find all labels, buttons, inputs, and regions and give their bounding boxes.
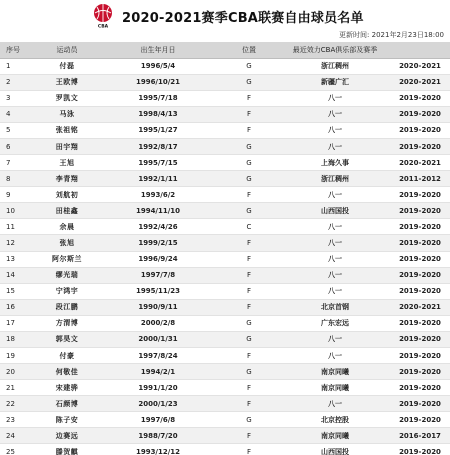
update-time bbox=[339, 30, 444, 40]
cell-player-name: 宋建骅 bbox=[36, 380, 98, 396]
cell-season: 2019-2020 bbox=[390, 412, 450, 428]
table-row bbox=[0, 171, 450, 187]
table-row bbox=[0, 74, 450, 90]
cell-index: 25 bbox=[0, 444, 36, 455]
cell-season: 2019-2020 bbox=[390, 267, 450, 283]
cell-index: 16 bbox=[0, 299, 36, 315]
cell-birth-date: 1999/2/15 bbox=[98, 235, 218, 251]
cell-season: 2019-2020 bbox=[390, 347, 450, 363]
cell-birth-date: 2000/1/23 bbox=[98, 396, 218, 412]
cell-player-name: 郭昊文 bbox=[36, 331, 98, 347]
cell-player-name: 付豪 bbox=[36, 347, 98, 363]
cell-season: 2019-2020 bbox=[390, 90, 450, 106]
cell-position: G bbox=[218, 155, 280, 171]
col-header-player: 运动员 bbox=[36, 42, 98, 58]
cell-position: G bbox=[218, 364, 280, 380]
table-row bbox=[0, 380, 450, 396]
table-row bbox=[0, 251, 450, 267]
table-row bbox=[0, 90, 450, 106]
cell-player-name: 田桂鑫 bbox=[36, 203, 98, 219]
cell-birth-date: 2000/2/8 bbox=[98, 315, 218, 331]
cell-birth-date: 1995/7/18 bbox=[98, 90, 218, 106]
cell-club: 南京同曦 bbox=[280, 380, 390, 396]
cell-index: 4 bbox=[0, 106, 36, 122]
cell-club: 八一 bbox=[280, 347, 390, 363]
cell-season: 2019-2020 bbox=[390, 364, 450, 380]
table-row bbox=[0, 219, 450, 235]
cell-season: 2019-2020 bbox=[390, 106, 450, 122]
cell-player-name: 田宇翔 bbox=[36, 138, 98, 154]
cell-birth-date: 1992/1/11 bbox=[98, 171, 218, 187]
table-row bbox=[0, 364, 450, 380]
table-row bbox=[0, 138, 450, 154]
cell-birth-date: 1988/7/20 bbox=[98, 428, 218, 444]
col-header-index: 序号 bbox=[0, 42, 36, 58]
cell-season: 2019-2020 bbox=[390, 380, 450, 396]
cba-logo-icon bbox=[90, 2, 116, 28]
cell-position: F bbox=[218, 267, 280, 283]
cell-position: F bbox=[218, 428, 280, 444]
cell-index: 6 bbox=[0, 138, 36, 154]
cell-birth-date: 1997/6/8 bbox=[98, 412, 218, 428]
cell-season: 2019-2020 bbox=[390, 315, 450, 331]
table-header-row bbox=[0, 42, 450, 58]
cell-birth-date: 1995/11/23 bbox=[98, 283, 218, 299]
cell-index: 13 bbox=[0, 251, 36, 267]
cell-birth-date: 1996/10/21 bbox=[98, 74, 218, 90]
table-row bbox=[0, 267, 450, 283]
cell-club: 广东宏远 bbox=[280, 315, 390, 331]
cell-birth-date: 1993/12/12 bbox=[98, 444, 218, 455]
cell-season: 2019-2020 bbox=[390, 235, 450, 251]
table-row bbox=[0, 412, 450, 428]
cell-birth-date: 1996/9/24 bbox=[98, 251, 218, 267]
cell-club: 南京同曦 bbox=[280, 364, 390, 380]
cell-birth-date: 1990/9/11 bbox=[98, 299, 218, 315]
cell-player-name: 刘航初 bbox=[36, 187, 98, 203]
cell-player-name: 阿尔斯兰 bbox=[36, 251, 98, 267]
cell-player-name: 罗凯文 bbox=[36, 90, 98, 106]
cell-club: 山西国投 bbox=[280, 444, 390, 455]
table-row bbox=[0, 58, 450, 74]
cell-birth-date: 1995/7/15 bbox=[98, 155, 218, 171]
cell-position: F bbox=[218, 187, 280, 203]
table-row bbox=[0, 187, 450, 203]
cell-birth-date: 1998/4/13 bbox=[98, 106, 218, 122]
cell-birth-date: 1993/6/2 bbox=[98, 187, 218, 203]
cell-club: 八一 bbox=[280, 219, 390, 235]
table-row bbox=[0, 428, 450, 444]
cell-player-name: 张旭 bbox=[36, 235, 98, 251]
table-row bbox=[0, 283, 450, 299]
table-row bbox=[0, 444, 450, 455]
cell-birth-date: 2000/1/31 bbox=[98, 331, 218, 347]
cell-season: 2016-2017 bbox=[390, 428, 450, 444]
cell-index: 8 bbox=[0, 171, 36, 187]
cell-club: 八一 bbox=[280, 396, 390, 412]
table-row bbox=[0, 203, 450, 219]
cell-season: 2019-2020 bbox=[390, 396, 450, 412]
cell-position: G bbox=[218, 74, 280, 90]
table-row bbox=[0, 155, 450, 171]
cell-season: 2020-2021 bbox=[390, 299, 450, 315]
table-row bbox=[0, 315, 450, 331]
cell-index: 17 bbox=[0, 315, 36, 331]
cell-position: F bbox=[218, 380, 280, 396]
free-agent-table bbox=[0, 42, 450, 455]
cell-index: 18 bbox=[0, 331, 36, 347]
col-header-club: 最近效力CBA俱乐部及赛季 bbox=[280, 42, 390, 58]
cell-birth-date: 1995/1/27 bbox=[98, 122, 218, 138]
table-row bbox=[0, 235, 450, 251]
cell-club: 浙江稠州 bbox=[280, 171, 390, 187]
cell-season: 2019-2020 bbox=[390, 331, 450, 347]
cell-player-name: 滕贺麒 bbox=[36, 444, 98, 455]
cell-index: 20 bbox=[0, 364, 36, 380]
cell-index: 15 bbox=[0, 283, 36, 299]
cell-season: 2019-2020 bbox=[390, 283, 450, 299]
page-title: 2020-2021赛季CBA联赛自由球员名单 bbox=[122, 11, 364, 26]
cell-club: 八一 bbox=[280, 122, 390, 138]
cell-position: G bbox=[218, 58, 280, 74]
cell-season: 2019-2020 bbox=[390, 444, 450, 455]
cell-index: 3 bbox=[0, 90, 36, 106]
update-value: 2021年2月23日18:00 bbox=[371, 31, 444, 39]
cell-index: 10 bbox=[0, 203, 36, 219]
cell-index: 21 bbox=[0, 380, 36, 396]
cell-season: 2019-2020 bbox=[390, 251, 450, 267]
cell-birth-date: 1996/5/4 bbox=[98, 58, 218, 74]
cell-position: G bbox=[218, 315, 280, 331]
cell-season: 2020-2021 bbox=[390, 58, 450, 74]
cell-position: G bbox=[218, 412, 280, 428]
col-header-season bbox=[390, 42, 450, 58]
cell-club: 八一 bbox=[280, 283, 390, 299]
cell-index: 2 bbox=[0, 74, 36, 90]
cell-birth-date: 1994/11/10 bbox=[98, 203, 218, 219]
cell-club: 八一 bbox=[280, 138, 390, 154]
table-row bbox=[0, 299, 450, 315]
cell-player-name: 方渭博 bbox=[36, 315, 98, 331]
cell-season: 2019-2020 bbox=[390, 138, 450, 154]
cell-player-name: 边赛远 bbox=[36, 428, 98, 444]
table-row bbox=[0, 106, 450, 122]
cell-position: F bbox=[218, 235, 280, 251]
cell-index: 9 bbox=[0, 187, 36, 203]
cell-season: 2019-2020 bbox=[390, 187, 450, 203]
table-row bbox=[0, 396, 450, 412]
table-row bbox=[0, 347, 450, 363]
cell-position: F bbox=[218, 122, 280, 138]
cell-index: 14 bbox=[0, 267, 36, 283]
cell-player-name: 张祖铭 bbox=[36, 122, 98, 138]
col-header-birth: 出生年月日 bbox=[98, 42, 218, 58]
cell-club: 八一 bbox=[280, 251, 390, 267]
cell-season: 2020-2021 bbox=[390, 155, 450, 171]
cell-player-name: 陈子安 bbox=[36, 412, 98, 428]
cell-birth-date: 1997/8/24 bbox=[98, 347, 218, 363]
col-header-position: 位置 bbox=[218, 42, 280, 58]
cell-club: 浙江稠州 bbox=[280, 58, 390, 74]
cell-position: F bbox=[218, 347, 280, 363]
cell-season: 2019-2020 bbox=[390, 122, 450, 138]
cell-position: F bbox=[218, 283, 280, 299]
cell-player-name: 石颜博 bbox=[36, 396, 98, 412]
cell-player-name: 李青翔 bbox=[36, 171, 98, 187]
cell-index: 24 bbox=[0, 428, 36, 444]
cell-position: G bbox=[218, 203, 280, 219]
cell-index: 5 bbox=[0, 122, 36, 138]
cell-player-name: 王旭 bbox=[36, 155, 98, 171]
cell-player-name: 何敬佳 bbox=[36, 364, 98, 380]
cell-position: G bbox=[218, 138, 280, 154]
cell-index: 12 bbox=[0, 235, 36, 251]
cell-position: F bbox=[218, 444, 280, 455]
cell-club: 八一 bbox=[280, 235, 390, 251]
cell-club: 八一 bbox=[280, 90, 390, 106]
table-row bbox=[0, 331, 450, 347]
logo-text: CBA bbox=[97, 24, 109, 28]
cell-club: 上海久事 bbox=[280, 155, 390, 171]
cell-birth-date: 1994/2/1 bbox=[98, 364, 218, 380]
cell-season: 2011-2012 bbox=[390, 171, 450, 187]
cell-club: 八一 bbox=[280, 106, 390, 122]
cell-player-name: 余晨 bbox=[36, 219, 98, 235]
cell-index: 11 bbox=[0, 219, 36, 235]
cell-position: F bbox=[218, 251, 280, 267]
cell-birth-date: 1992/4/26 bbox=[98, 219, 218, 235]
table-body bbox=[0, 58, 450, 455]
cell-player-name: 付磊 bbox=[36, 58, 98, 74]
cell-position: F bbox=[218, 396, 280, 412]
cell-season: 2019-2020 bbox=[390, 219, 450, 235]
cell-season: 2019-2020 bbox=[390, 203, 450, 219]
cell-season: 2020-2021 bbox=[390, 74, 450, 90]
cell-position: G bbox=[218, 331, 280, 347]
cell-position: F bbox=[218, 106, 280, 122]
cell-index: 23 bbox=[0, 412, 36, 428]
cell-club: 八一 bbox=[280, 267, 390, 283]
cell-club: 北京首钢 bbox=[280, 299, 390, 315]
cell-club: 新疆广汇 bbox=[280, 74, 390, 90]
cell-player-name: 马泳 bbox=[36, 106, 98, 122]
cell-birth-date: 1992/8/17 bbox=[98, 138, 218, 154]
cell-position: F bbox=[218, 90, 280, 106]
cell-birth-date: 1997/7/8 bbox=[98, 267, 218, 283]
page-header bbox=[0, 0, 450, 30]
cell-player-name: 段江鹏 bbox=[36, 299, 98, 315]
cell-player-name: 缪光瑞 bbox=[36, 267, 98, 283]
cell-player-name: 宁鸿宇 bbox=[36, 283, 98, 299]
cell-club: 山西国投 bbox=[280, 203, 390, 219]
table-row bbox=[0, 122, 450, 138]
cell-position: F bbox=[218, 299, 280, 315]
cell-club: 八一 bbox=[280, 331, 390, 347]
cell-club: 北京控股 bbox=[280, 412, 390, 428]
update-label: 更新时间: bbox=[339, 31, 370, 39]
cell-club: 南京同曦 bbox=[280, 428, 390, 444]
cell-index: 19 bbox=[0, 347, 36, 363]
cell-club: 八一 bbox=[280, 187, 390, 203]
cell-position: C bbox=[218, 219, 280, 235]
cell-index: 1 bbox=[0, 58, 36, 74]
cell-index: 22 bbox=[0, 396, 36, 412]
cell-player-name: 王欧博 bbox=[36, 74, 98, 90]
cell-index: 7 bbox=[0, 155, 36, 171]
cell-position: G bbox=[218, 171, 280, 187]
cell-birth-date: 1991/1/20 bbox=[98, 380, 218, 396]
